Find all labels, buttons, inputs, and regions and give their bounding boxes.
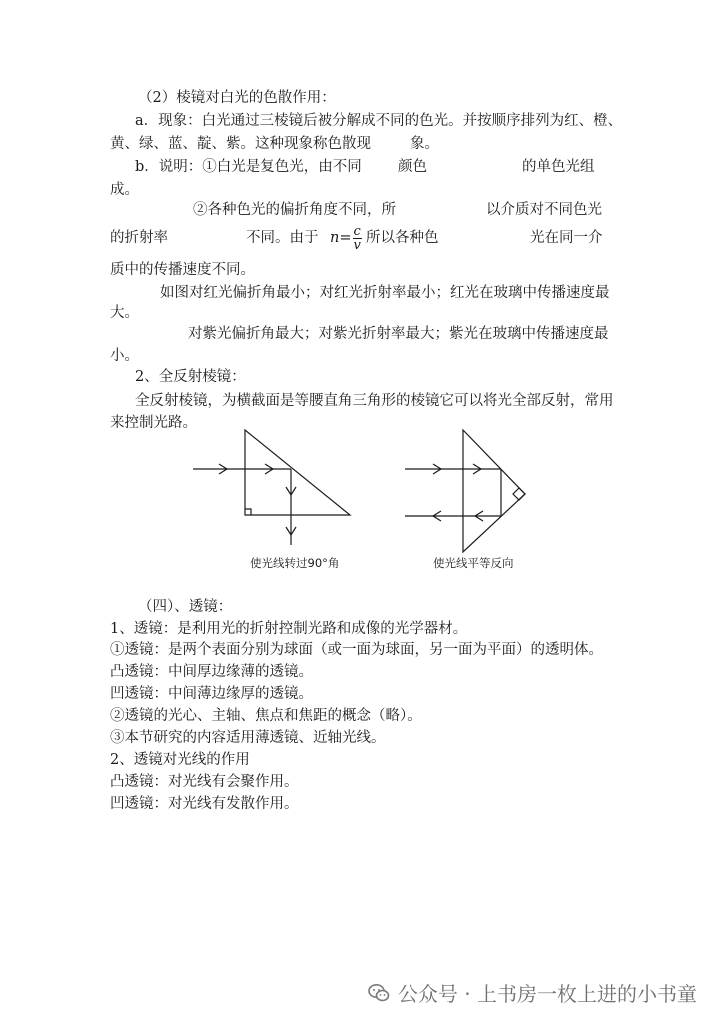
since-text: 不同。由于 — [246, 230, 319, 246]
watermark — [368, 978, 697, 1007]
formula — [330, 220, 363, 256]
so-each-color-text: 所以各种色 — [366, 230, 439, 246]
right-angle-mark — [245, 509, 251, 515]
prism-triangle — [245, 430, 350, 515]
phenomenon-line-2-end: 象。 — [410, 136, 439, 152]
prism-90-degree-diagram — [185, 425, 360, 550]
lens-line-6: ③本节研究的内容适用薄透镜、近轴光线。 — [110, 730, 386, 746]
lens-line-8: 凸透镜：对光线有会聚作用。 — [110, 774, 299, 790]
formula-denominator: v — [353, 237, 361, 253]
prism-description-line-2: 来控制光路。 — [110, 415, 197, 431]
lens-line-3: 凸透镜：中间厚边缘薄的透镜。 — [110, 664, 313, 680]
lens-line-9: 凹透镜：对光线有发散作用。 — [110, 796, 299, 812]
right-angle-mark — [513, 488, 525, 500]
lens-line-1: 1、透镜：是利用光的折射控制光路和成像的光学器材。 — [110, 621, 468, 637]
caption-turn-90: 使光线转过90°角 — [250, 556, 340, 570]
lens-line-4: 凹透镜：中间薄边缘厚的透镜。 — [110, 686, 313, 702]
refraction-index-text: 的折射率 — [110, 230, 168, 246]
prism-reverse-diagram — [395, 425, 535, 555]
watermark-text: 公众号 · 上书房一枚上进的小书童 — [397, 982, 697, 1006]
formula-n: n — [330, 230, 340, 246]
explanation-line-1-mid: 颜色 — [398, 159, 427, 175]
phenomenon-line-1: a．现象：白光通过三棱镜后被分解成不同的色光。并按顺序排列为红、橙、 — [135, 113, 623, 129]
violet-light-line-2: 小。 — [110, 348, 139, 364]
explanation-line-1-start: b．说明：①白光是复色光，由不同 — [135, 159, 362, 175]
caption-reverse: 使光线平等反向 — [433, 556, 514, 570]
section2-heading: （2）棱镜对白光的色散作用： — [138, 90, 336, 106]
speed-different-text: 质中的传播速度不同。 — [110, 262, 255, 278]
prism-description-line-1: 全反射棱镜，为横截面是等腰直角三角形的棱镜它可以将光全部反射，常用 — [135, 393, 614, 409]
formula-numerator: c — [353, 223, 361, 239]
formula-equals: = — [339, 230, 352, 246]
violet-light-line-1: 对紫光偏折角最大；对紫光折射率最大；紫光在玻璃中传播速度最 — [188, 326, 609, 342]
lens-line-5: ②透镜的光心、主轴、焦点和焦距的概念（略）。 — [110, 708, 422, 724]
deflection-line-1-start: ②各种色光的偏折角度不同，所 — [193, 202, 396, 218]
prism-heading: 2、全反射棱镜： — [135, 369, 246, 385]
deflection-line-1-end: 以介质对不同色光 — [486, 202, 602, 218]
lens-line-7: 2、透镜对光线的作用 — [110, 752, 250, 768]
red-light-line-1: 如图对红光偏折角最小；对红光折射率最小；红光在玻璃中传播速度最 — [160, 285, 610, 301]
lens-heading: （四）、透镜： — [138, 599, 233, 615]
explanation-line-1-end: 的单色光组 — [522, 159, 595, 175]
lens-line-2: ①透镜：是两个表面分别为球面（或一面为球面，另一面为平面）的透明体。 — [110, 642, 603, 658]
red-light-line-2: 大。 — [110, 305, 139, 321]
wechat-icon — [368, 983, 390, 1003]
explanation-line-2: 成。 — [110, 182, 139, 198]
phenomenon-line-2: 黄、绿、蓝、靛、紫。这种现象称色散现 — [110, 136, 371, 152]
light-same-medium-text: 光在同一介 — [530, 230, 603, 246]
formula-fraction — [353, 225, 362, 252]
